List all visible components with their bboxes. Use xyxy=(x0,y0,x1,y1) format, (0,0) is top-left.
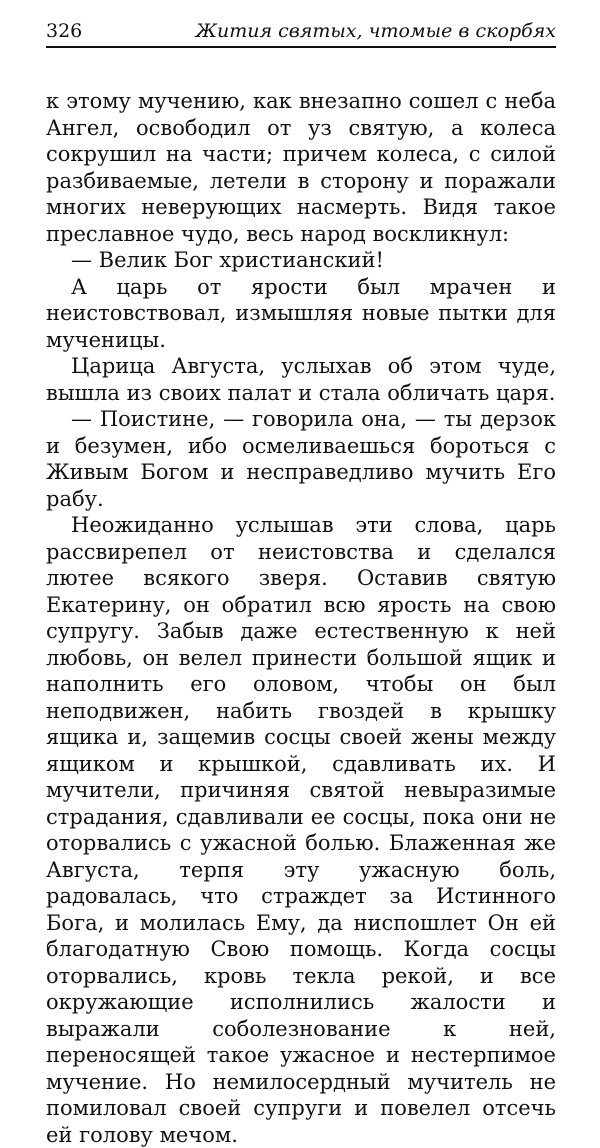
paragraph: Царица Августа, услыхав об этом чуде, вышла из своих палат и стала обличать царя. xyxy=(46,354,556,405)
page-header xyxy=(46,16,556,48)
running-title: Жития святых, чтомые в скорбях xyxy=(195,20,556,42)
paragraph: — Велик Бог христианский! xyxy=(71,248,384,272)
body-text xyxy=(46,88,556,1148)
paragraph: Неожиданно услышав эти слова, царь рассвирепел от неистовства и сделался лютее всякого зверя. Оставив святую Екатерину, он обратил всю ярость на свою супругу. Забыв даже естественную к ней любовь, он велел принести большой ящик и наполнить его оловом, чтобы он был неподвижен, набить гвоздей в крышку ящика и, защемив сосцы своей жены между ящиком и крышкой, сдавливать их. И мучители, причиняя святой невыразимые страдания, сдавливали ее сосцы, пока они не оторвались с ужасной болью. Блаженная же Августа, терпя эту ужасную боль, радовалась, что страждет за Истинного Бога, и молилась Ему, да ниспошлет Он ей благодатную Свою помощь. Когда сосцы оторвались, кровь текла рекой, и все окружающие исполнились жалости и выражали соболезнование к ней, переносящей такое ужасное и нестерпимое мучение. Но немилосердный мучитель не помиловал своей супруги и повелел отсечь ей голову мечом. xyxy=(46,513,556,1147)
page-number: 326 xyxy=(46,20,83,42)
paragraph: к этому мучению, как внезапно сошел с неба Ангел, освободил от уз святую, а колеса сокрушил на части; причем колеса, с силой разбиваемые, летели в сторону и поражали многих неверующих насмерть. Видя такое преславное чудо, весь народ воскликнул: xyxy=(46,89,556,246)
paragraph: А царь от ярости был мрачен и неистовствовал, измышляя новые пытки для мученицы. xyxy=(46,274,556,352)
paragraph: — Поистине, — говорила она, — ты дерзок и безумен, ибо осмеливаешься бороться с Живым Богом и несправедливо мучить Его рабу. xyxy=(46,407,556,511)
book-page xyxy=(46,16,556,1148)
